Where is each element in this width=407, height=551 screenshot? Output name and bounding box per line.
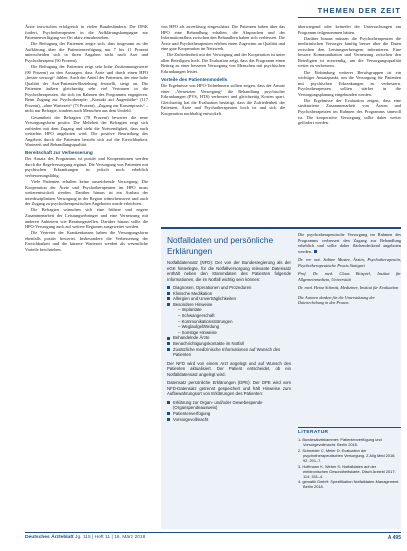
rubric-rule (298, 17, 401, 18)
col2-subheading: Vorteile des Patientenmodells (161, 76, 228, 82)
col3-closing-paragraph (298, 232, 401, 254)
info-box-mid: Der NFD wird von einem Arzt angelegt und auf Wunsch des Patienten aktualisiert. Der Patient entscheidet, ob ein Notfalldatensatz angelegt wird. (167, 360, 291, 377)
author-block (298, 257, 401, 291)
closing-text: Die psychotherapeutische Versorgung im Rahmen des Programms verbessert den Zugang zur Behandlung erheblich und sollte daher flächendeckend angeboten werden. (298, 232, 401, 254)
reference-list (298, 437, 401, 489)
col2-paragraph: Die Zufriedenheit mit der Versorgung und der Kooperation ist unter allen Beteiligten hoch. Die Evaluation zeigt, dass das Programm einen Beitrag zu einer besseren Versorgung von Menschen mit psychischen Erkrankungen leistet. (161, 52, 285, 74)
col3-paragraph: Die Einbindung weiterer Berufsgruppen ist ein wichtiger Ansatzpunkt, um die Versorgung für Patienten mit psychischen Erkrankungen zu verbessern. Psychotherapeuten sollten stärker in die Versorgungsplanung eingebunden werden. (298, 69, 401, 97)
footer-rule (25, 532, 401, 533)
list-item (167, 417, 291, 423)
info-box-intro: Notfalldatensatz (NFD): Der von der Bundesregierung als der eGK hinterlegte, für die Notfallversorgung relevante Datensatz enthält neben den Stammdaten des Patienten folgende Informationen, die im Notfall wichtig sein können: (167, 260, 291, 282)
bullet-square-icon (167, 337, 170, 340)
col1-paragraph: Viele Patienten erhalten keine ausreichende Versorgung. Die Kooperation der Ärzte und Psychotherapeuten im HPO muss weiterentwickelt werden. Darüber hinaus ist ein Ausbau der interdisziplinären Versorgung in der Region wünschenswert und auch der Zugang zu psychotherapeutischen Angeboten wurde erleichtert. (25, 179, 148, 207)
col1-paragraph: Ärzte inzwischen erfolgreich in vielen Bundesländern. Die DPtK fordert, Psychotherapeuten in die Aufklärungskampagne zur Patientenverfügung vor Ort aktiv einzubeziehen. (25, 24, 148, 41)
list-item-text: Klinische Medikation (173, 290, 213, 296)
end-mark-icon (314, 250, 317, 253)
literature-section (298, 427, 401, 490)
bullet-square-icon (167, 286, 170, 289)
col1-paragraph: Die Befragung der Patienten zeigt sehr hohe Zustimmungswerte (90 Prozent) zu den Aussagen, dass Ärzte und durch einen HPO „besser versorgt“ fühlen. Auch der Anteil der Patienten, der eine hohe Qualität der Arzt-Patienten-Beziehung feststellt, steigt an. Die Patienten äußern gleichzeitig sehr viel Vertrauen in die Psychotherapeuten, die sich im Rahmen des Programms engagieren. Beim Zugang zur Psychotherapie: „Kontakt auf Augenhöhe“ (117 Prozent), „ohne Wartezeit“ (73 Prozent), „Zugang zur Kassenpraxis“ – nicht nur Befragte, sondern auch Menschen aus dem Umfeld. (25, 64, 148, 114)
col3-paragraph: Darüber hinaus müssen die Psychotherapeuten die medizinischen Versorger künftig besser über die Daten zwischen den Leistungserbringern informieren. Eine bessere Kommunikation und Vernetzung zwischen den Beteiligten ist notwendig, um die Versorgungsqualität weiter zu verbessern. (298, 35, 401, 69)
col1-paragraph: Die Vertreter der Krankenkassen haben die Versorgungsform ebenfalls positiv bewertet. Insbesondere die Verbesserung der Erreichbarkeit und die kürzere Wartezeit werden als wesentliche Vorteile beschrieben. (25, 230, 148, 252)
col2-paragraph: Die Ergebnisse von HPO-Teilnehmern sollten zeigen, dass der Ansatz einer „Vernetzten Versorgung“ die Behandlung psychischer Erkrankungen (PVS, HTS) verbessert und gleichzeitig Kosten spart. Gleichzeitig hat die Evaluation bestätigt, dass die Zufriedenheit der Patienten, Ärzte und Psychotherapeuten hoch ist und sich die Kooperation nachhaltig entwickelt. (161, 83, 285, 116)
list-item-text: Benachrichtigungskontakte im Notfall (173, 340, 244, 346)
list-item-text: – Sonstige Hinweise (178, 329, 217, 335)
list-item-text: Vorsorgevollmacht (173, 416, 209, 422)
journal-citation (25, 535, 145, 540)
col3-paragraph: Die Ergebnisse der Evaluation zeigen, dass eine strukturierte Zusammenarbeit von Ärzten und Psychotherapeuten im Rahmen des Programms sinnvoll ist. Die kooperative Versorgung sollte daher weiter gefördert werden. (298, 97, 401, 126)
reference-item: 4. gematik GmbH: Spezifikation Notfalldaten-Management. Berlin 2018. (298, 479, 400, 490)
author-entry: Dr. med. Heinz Schmitt, Mediziner, Institut für Evaluation (298, 285, 399, 291)
col3-paragraph: überwiegend oder keinerlei der Untersuchungen am Programm teilgenommen hätten. (298, 24, 401, 35)
journal-name: Deutsches Ärzteblatt (25, 535, 74, 540)
list-item-text: – Schwangerschaft (178, 312, 215, 318)
list-item-text: Behandelnde Ärzte (173, 335, 210, 341)
author-entry: Dr. rer. nat. Sabine Muster, Ärztin, Psychotherapeutin, Psychotherapeutische Praxis Stuttgart (298, 257, 401, 268)
list-item-text: Zusätzliche medizinische Informationen auf Wunsch des Patienten (173, 346, 281, 358)
list-item-text: Allergien und Unverträglichkeiten (173, 296, 237, 302)
col1-paragraph: Die Befragten wünschen sich eine frühere und engere Zusammenarbeit der Leistungserbringer und eine Vernetzung mit anderen Anbietern wie Beratungsstellen. Darüber hinaus sollte die HPO-Versorgung auch auf weitere Regionen ausgeweitet werden. (25, 207, 148, 230)
literature-rule (298, 427, 401, 428)
info-box-title: Notfalldaten und persönliche Erklärungen (167, 235, 274, 256)
list-item-text: – Kommunikationsstörungen (178, 318, 233, 324)
reference-item: 1. Bundesärztekammer: Patientenverfügung und Vorsorgevollmacht. Berlin 2018. (298, 437, 382, 447)
list-item (167, 400, 291, 411)
bullet-square-icon (167, 303, 170, 306)
author-entry: Prof. Dr. med. Claus Beispiel, Institut für Allgemeinmedizin, Universität (298, 271, 401, 282)
bullet-square-icon (167, 292, 170, 295)
list-item-text: Patientenverfügung (173, 410, 211, 416)
list-item-text: Besondere Hinweise (173, 301, 213, 307)
col1-paragraph: Der Ansatz des Programms ist positiv und Kooperationen werden durch die Regelversorgung ergänzt. Die Versorgung von Patienten mit psychischen Erkrankungen ist jedoch noch erheblich verbesserungsfähig. (25, 156, 148, 178)
info-box-content (167, 235, 291, 525)
column-3-continued (298, 232, 401, 306)
list-item-text: – Weglaufgefährdung (178, 324, 220, 330)
literature-heading: LITERATUR (298, 430, 329, 435)
bullet-square-icon (167, 412, 170, 415)
col1-subheading: Bereitschaft zur Verbesserung (25, 149, 93, 155)
bullet-square-icon (167, 297, 170, 300)
bullet-square-icon (167, 418, 170, 421)
list-item-text: – Implantate (178, 307, 202, 313)
bullet-square-icon (167, 342, 170, 345)
col1-paragraph: Gesamtheit der Befragten (78 Prozent) bewertet die neue Versorgungsform positiv. Die Mehrheit der Befragten zeigt sich zufrieden mit dem Zugang und sieht die Notwendigkeit, dass auch weiterhin HPO angeboten wird. Die positive Beurteilung des Angebots durch die Patienten bezieht sich auf die Erreichbarkeit, Wartezeit und Behandlungsqualität. (25, 114, 148, 148)
dpe-list (167, 400, 291, 422)
info-box-pe-intro: Datensatz persönliche Erklärungen (DPE): Der DPE wird vom NFD-Datensatz getrennt gespeichert und hält Hinweise zum Aufbewahrungsort von Erklärungen des Patienten: (167, 380, 291, 397)
reference-item: 2. Schneider C, Meier D: Evaluation der psychotherapeutischen Versorgung. Z Allg Med 2016; 92: 201–7. (298, 447, 396, 463)
col2-paragraph: von HPO als zuverlässig eingeschätzt. Die Patienten haben über das HPO eine Behandlung erhalten, die Absprachen und der Informationsfluss zwischen den Behandlern haben sich verbessert. Die Ärzte und Psychotherapeuten erleben einen Zugewinn an Qualität und eine gute Kooperation im Netzwerk. (161, 24, 285, 52)
list-item-text: Diagnosen, Operationen und Prozeduren (173, 285, 252, 290)
column-1 (25, 24, 148, 524)
section-rubric: THEMEN DER ZEIT (317, 6, 401, 15)
acknowledgement-note: Die Autoren danken für die Unterstützung der Datenerhebung in den Praxen. (298, 294, 375, 306)
col1-paragraph: Die Befragung der Patienten zeigte sich, dass insgesamt zu der Aufklärung über die Patientenverfügung nur 7 bis 11 Prozent unterscheiden sich in ihren Angaben nicht nach Arzt und Psychotherapeut (50 Prozent). (25, 41, 148, 63)
page-number: A 495 (387, 535, 401, 541)
reference-item: 3. Hoffmann K, Weber S: Notfalldaten auf der elektronischen Gesundheitskarte. Dtsch Arztebl 2017; 114: 331–4. (298, 463, 396, 479)
page-footer (25, 532, 401, 544)
list-item-text: Erklärung zur Organ- und/oder Gewebespende (Organspendeausweis) (173, 399, 263, 411)
bullet-square-icon (167, 348, 170, 351)
column-2 (161, 24, 285, 220)
bullet-square-icon (167, 401, 170, 404)
journal-issue: Jg. 115 | Heft 11 | 16. März 2018 (75, 535, 146, 540)
list-item (167, 347, 291, 358)
nfd-list (167, 285, 291, 358)
